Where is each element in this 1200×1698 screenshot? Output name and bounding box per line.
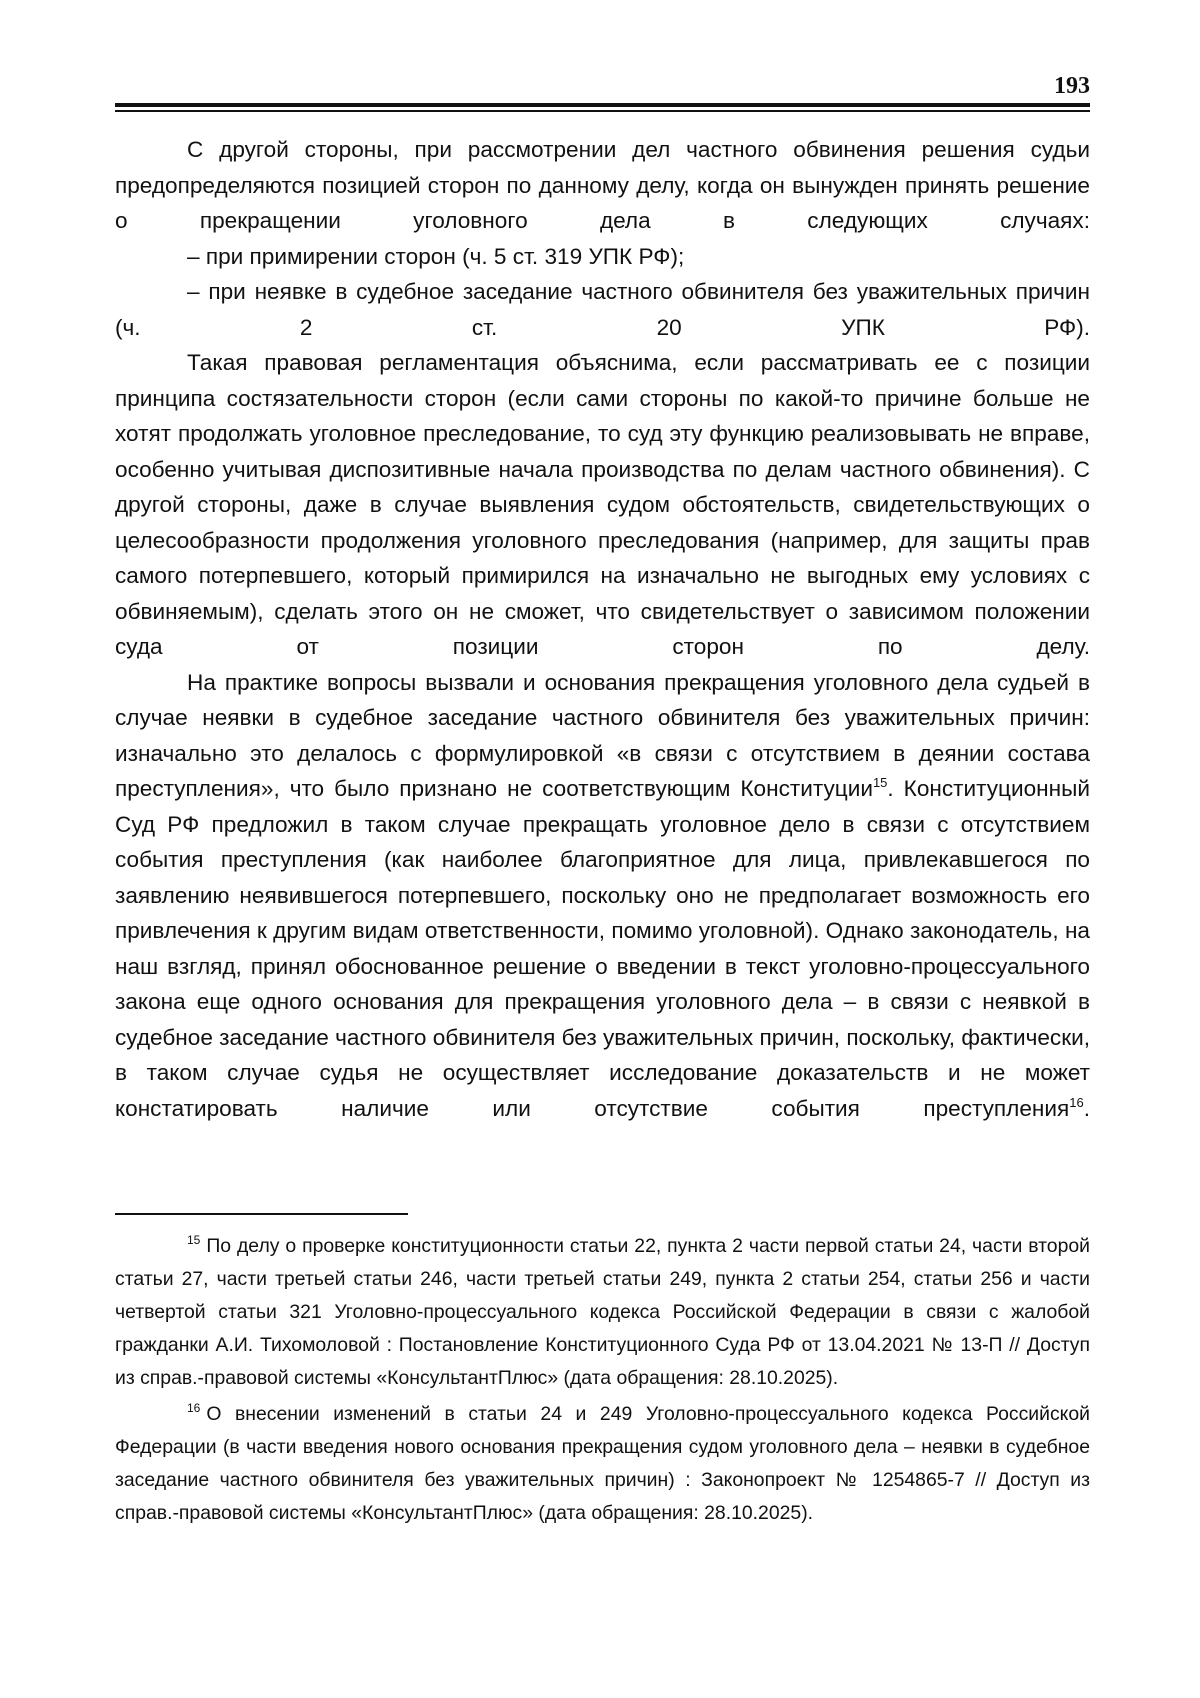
paragraph-3-part-2: . Конституционный Суд РФ предложил в таком случае прекращать уголовное дело в связи с отсутствием события преступления (как наиболее благоприятное для лица, привлекавшегося по заявлению неявившегося потерпевшего, поскольку оно не предполагает возможность его привлечения к другим видам ответственности, помимо уголовной). Однако законодатель, на наш взгляд, принял обоснованное решение о введении в текст уголовно-процессуального закона еще одного основания для прекращения уголовного дела – в связи с неявкой в судебное заседание частного обвинителя без уважительных причин, поскольку, фактически, в таком случае судья не осуществляет исследование доказательств и не может констатировать наличие или отсутствие события преступления — [115, 776, 1090, 1121]
paragraph-1: С другой стороны, при рассмотрении дел частного обвинения решения судьи предопределяются позицией сторон по данному делу, когда он вынужден принять решение о прекращении уголовного дела в следующих случаях: — [115, 137, 1090, 233]
paragraph-3 — [115, 665, 1090, 1127]
footnote-16 — [115, 1398, 1090, 1530]
footnote-marker: 16 — [187, 1401, 201, 1415]
list-item-non-appearance: – при неявке в судебное заседание частного обвинителя без уважительных причин (ч. 2 ст. 20 УПК РФ). — [115, 279, 1090, 340]
footnote-marker: 15 — [187, 1233, 201, 1247]
header-rule-thin — [115, 110, 1090, 112]
list-item-reconciliation: – при примирении сторон (ч. 5 ст. 319 УПК РФ); — [187, 243, 685, 269]
footnotes — [115, 1230, 1090, 1533]
paragraph-3-part-1: На практике вопросы вызвали и основания прекращения уголовного дела судьей в случае неявки в судебное заседание частного обвинителя без уважительных причин: изначально это делалось с формулировкой «в связи с отсутствием в деянии состава преступления», что было признано не соответствующим Конституции — [115, 669, 1090, 801]
footnote-text: По делу о проверке конституционности статьи 22, пункта 2 части первой статьи 24, части второй статьи 27, части третьей статьи 246, части третьей статьи 249, пункта 2 статьи 254, статьи 256 и части четвертой статьи 321 Уголовно-процессуального кодекса Российской Федерации в связи с жалобой гражданки А.И. Тихомоловой : Постановление Конституционного Суда РФ от 13.04.2021 № 13-П // Доступ из справ.-правовой системы «КонсультантПлюс» (дата обращения: 28.10.2025). — [115, 1235, 1090, 1389]
page-number: 193 — [1054, 73, 1090, 99]
paragraph-2: Такая правовая регламентация объяснима, если рассматривать ее с позиции принципа состязательности сторон (если сами стороны по какой-то причине больше не хотят продолжать уголовное преследование, то суд эту функцию реализовывать не вправе, особенно учитывая диспозитивные начала производства по делам частного обвинения). С другой стороны, даже в случае выявления судом обстоятельств, свидетельствующих о целесообразности продолжения уголовного преследования (например, для защиты прав самого потерпевшего, который примирился на изначально не выгодных ему условиях с обвиняемым), сделать этого он не сможет, что свидетельствует о зависимом положении суда от позиции сторон по делу. — [115, 350, 1090, 659]
footnote-ref-16[interactable]: 16 — [1069, 1094, 1084, 1110]
body-text — [115, 132, 1090, 1126]
footnote-text: О внесении изменений в статьи 24 и 249 Уголовно-процессуального кодекса Российской Федерации (в части введения нового основания прекращения судом уголовного дела – неявки в судебное заседание частного обвинителя без уважительных причин) : Законопроект № 1254865-7 // Доступ из справ.-правовой системы «КонсультантПлюс» (дата обращения: 28.10.2025). — [115, 1403, 1090, 1524]
header-rule-thick — [115, 103, 1090, 107]
footnote-ref-15[interactable]: 15 — [872, 775, 888, 790]
footnote-15 — [115, 1230, 1090, 1395]
paragraph-3-end: . — [1083, 1095, 1090, 1121]
footnote-separator — [115, 1213, 408, 1215]
